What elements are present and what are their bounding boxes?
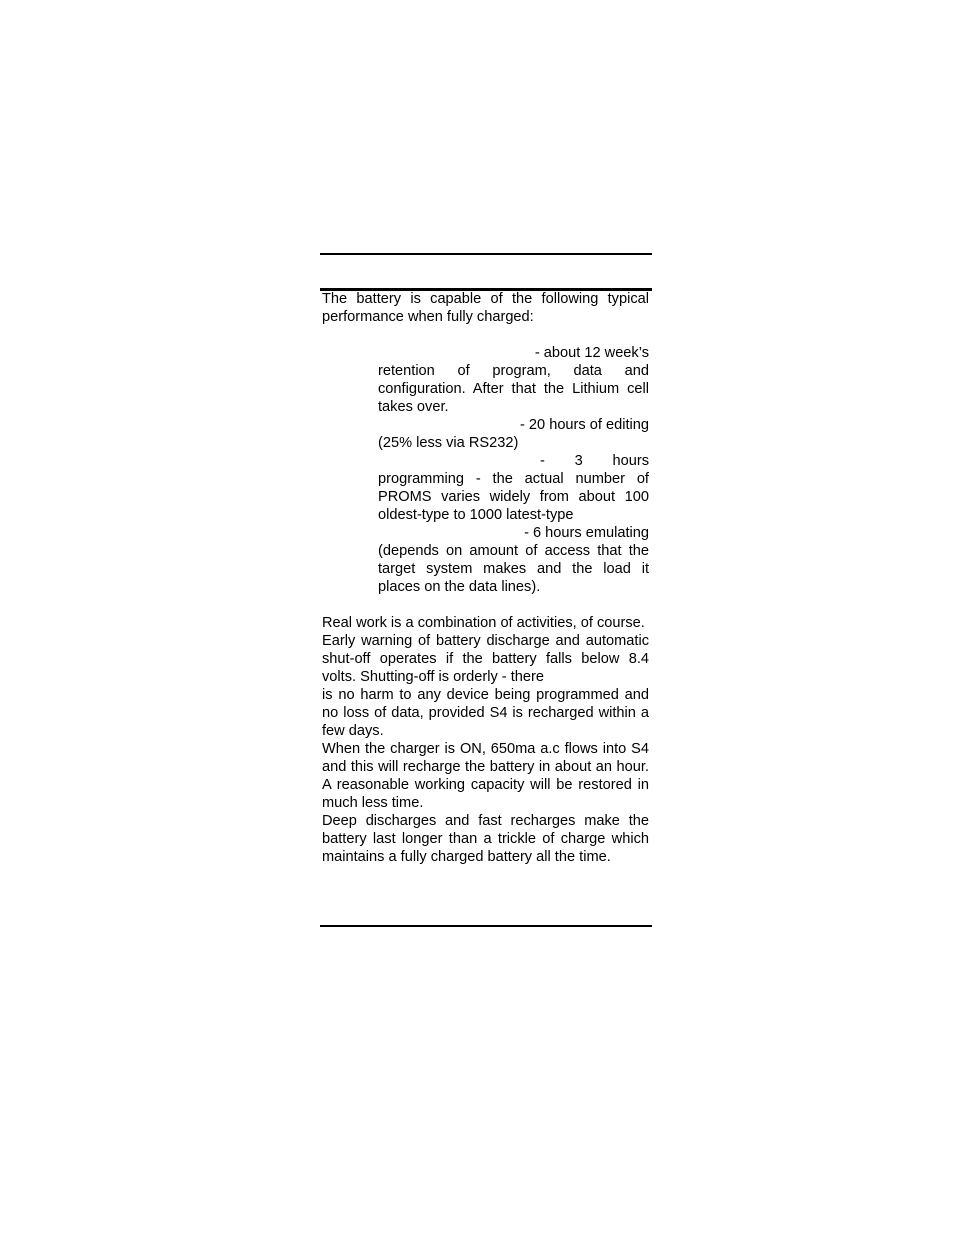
body-paragraph: Early warning of battery discharge and automatic shut-off operates if the battery falls below 8.4 volts. Shutting-off is orderly - there: [322, 633, 649, 685]
top-rule: [320, 253, 652, 255]
spacer: [322, 596, 649, 614]
body-paragraph: Deep discharges and fast recharges make the battery last longer than a trickle of charge which maintains a fully charged battery all the time.: [322, 813, 649, 865]
list-item-text: programming - the actual number of PROMS varies widely from about 100 oldest-type to 1000 latest-type: [378, 471, 649, 523]
body-paragraph: is no harm to any device being programmed and no loss of data, provided S4 is recharged within a few days.: [322, 687, 649, 739]
list-item-lead: - about 12 week’s: [534, 345, 649, 361]
list-item-text: retention of program, data and configuration. After that the Lithium cell takes over.: [378, 363, 649, 415]
intro-paragraph: The battery is capable of the following typical performance when fully charged:: [322, 291, 649, 325]
list-item: [378, 416, 649, 452]
body-paragraph: Real work is a combination of activities, of course.: [322, 615, 645, 631]
list-item: [378, 344, 649, 416]
body-paragraph: When the charger is ON, 650ma a.c flows into S4 and this will recharge the battery in about an hour. A reasonable working capacity will be restored in much less time.: [322, 741, 649, 811]
list-item-lead: - 20 hours of editing: [520, 417, 649, 433]
list-item-text: (25% less via RS232): [378, 435, 519, 451]
list-item-lead: - 6 hours emulating: [524, 525, 649, 541]
list-item-lead: - 3 hours: [540, 453, 649, 469]
bottom-rule: [320, 925, 652, 927]
list-item: [378, 452, 649, 524]
page-content: [322, 290, 649, 866]
list-item-text: (depends on amount of access that the target system makes and the load it places on the data lines).: [378, 543, 649, 595]
performance-list: [378, 344, 649, 596]
list-item: [378, 524, 649, 596]
